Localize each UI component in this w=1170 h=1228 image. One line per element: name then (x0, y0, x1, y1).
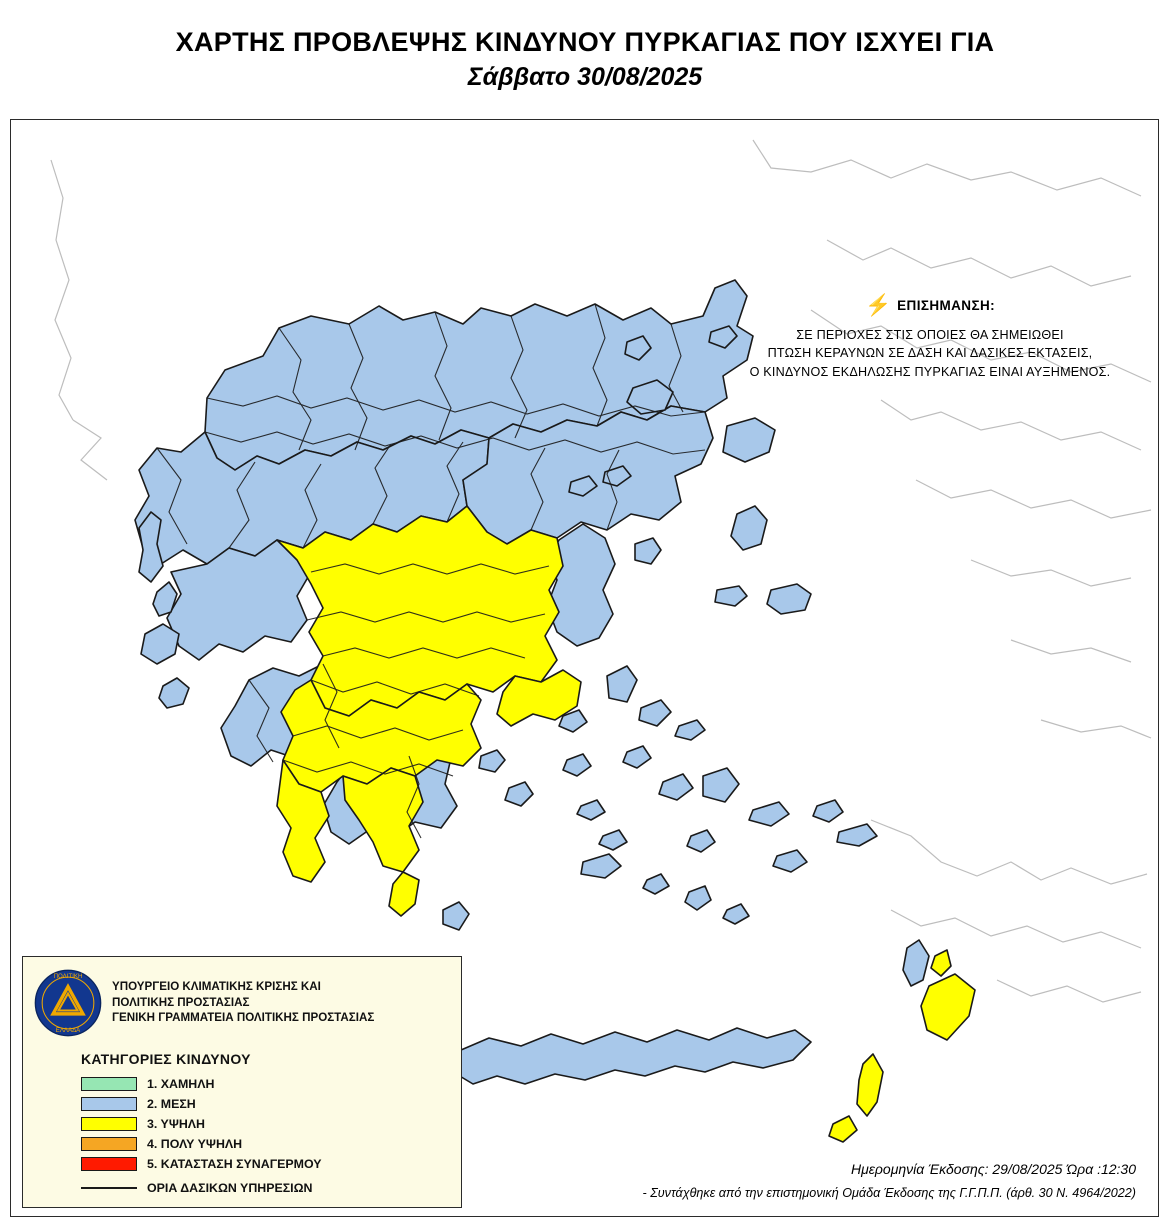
island-tinos (639, 700, 671, 726)
legend-label-high: 3. ΥΨΗΛΗ (147, 1116, 206, 1131)
credit-text: - Συντάχθηκε από την επιστημονική Ομάδα Έκδοσης της Γ.Γ.Π.Π. (άρθ. 30 Ν. 4964/2022) (642, 1186, 1136, 1200)
note-line-3: Ο ΚΙΝΔΥΝΟΣ ΕΚΔΗΛΩΣΗΣ ΠΥΡΚΑΓΙΑΣ ΕΙΝΑΙ ΑΥΞΗΜΕΝΟΣ. (749, 364, 1111, 379)
fire-risk-map (10, 119, 1159, 1217)
island-amorgos (749, 802, 789, 826)
island-kasos-high (829, 1116, 857, 1142)
lightning-bolt-icon: ⚡ (864, 294, 892, 317)
island-milos (581, 854, 621, 878)
legend-swatch-low (81, 1077, 137, 1091)
note-title: ΕΠΙΣΗΜΑΝΣΗ: (897, 298, 995, 313)
region-cape-malea-high (389, 872, 419, 916)
legend-item-alert (81, 1155, 461, 1172)
legend-label-medium: 2. ΜΕΣΗ (147, 1096, 196, 1111)
island-symi-high (931, 950, 951, 976)
page-subtitle-date: Σάββατο 30/08/2025 (467, 62, 703, 91)
island-salamina (479, 750, 505, 772)
island-ios (687, 830, 715, 852)
island-syros (623, 746, 651, 768)
region-west-greece (167, 540, 311, 660)
legend-boundary-label: ΟΡΙΑ ΔΑΣΙΚΩΝ ΥΠΗΡΕΣΙΩΝ (147, 1181, 313, 1195)
warning-note (720, 295, 1140, 381)
island-andros (607, 666, 637, 702)
legend-categories-title: ΚΑΤΗΓΟΡΙΕΣ ΚΙΝΔΥΝΟΥ (81, 1051, 251, 1067)
island-sifnos (599, 830, 627, 850)
island-astypalaia (773, 850, 807, 872)
island-samos (767, 584, 811, 614)
legend-item-low (81, 1075, 461, 1092)
island-kefalonia (141, 624, 179, 664)
legend-org-line-2: ΠΟΛΙΤΙΚΗΣ ΠΡΟΣΤΑΣΙΑΣ (112, 995, 250, 1009)
island-paros (659, 774, 693, 800)
map-footer (643, 1161, 1136, 1200)
page-header (0, 0, 1170, 118)
island-serifos (577, 800, 605, 820)
island-aigina (505, 782, 533, 806)
legend-swatch-very-high (81, 1137, 137, 1151)
legend-org-line-3: ΓΕΝΙΚΗ ΓΡΑΜΜΑΤΕΙΑ ΠΟΛΙΤΙΚΗΣ ΠΡΟΣΤΑΣΙΑΣ (112, 1011, 375, 1025)
legend-label-alert: 5. ΚΑΤΑΣΤΑΣΗ ΣΥΝΑΓΕΡΜΟΥ (147, 1156, 322, 1171)
legend-label-very-high: 4. ΠΟΛΥ ΥΨΗΛΗ (147, 1136, 243, 1151)
legend-item-high (81, 1115, 461, 1132)
legend-item-very-high (81, 1135, 461, 1152)
legend-label-low: 1. ΧΑΜΗΛΗ (147, 1076, 215, 1091)
island-skyros (635, 538, 661, 564)
legend-swatch-medium (81, 1097, 137, 1111)
island-kythnos (563, 754, 591, 776)
legend-swatch-alert (81, 1157, 137, 1171)
civil-protection-logo-icon (34, 969, 102, 1037)
island-lesvos (723, 418, 775, 462)
legend-boundary-line-icon (81, 1187, 137, 1189)
issue-datetime: Ημερομηνία Έκδοσης: 29/08/2025 Ώρα :12:30 (850, 1161, 1136, 1177)
island-chios (731, 506, 767, 550)
legend-org-line-1: ΥΠΟΥΡΓΕΙΟ ΚΛΙΜΑΤΙΚΗΣ ΚΡΙΣΗΣ ΚΑΙ (112, 980, 321, 993)
island-karpathos (903, 940, 929, 986)
island-ikaria (715, 586, 747, 606)
island-mykonos (675, 720, 705, 740)
island-kos (837, 824, 877, 846)
island-naxos (703, 768, 739, 802)
legend-panel (22, 956, 462, 1208)
island-santorini (685, 886, 711, 910)
page-title: ΧΑΡΤΗΣ ΠΡΟΒΛΕΨΗΣ ΚΙΝΔΥΝΟΥ ΠΥΡΚΑΓΙΑΣ ΠΟΥ ΙΣΧΥΕΙ ΓΙΑ (175, 27, 995, 57)
note-line-2: ΠΤΩΣΗ ΚΕΡΑΥΝΩΝ ΣΕ ΔΑΣΗ ΚΑΙ ΔΑΣΙΚΕΣ ΕΚΤΑΣΕΙΣ, (767, 346, 1093, 361)
island-zakynthos (159, 678, 189, 708)
svg-text:ΠΟΛΙΤΙΚΗ: ΠΟΛΙΤΙΚΗ (53, 972, 83, 980)
island-crete (453, 1028, 811, 1084)
note-line-1: ΣΕ ΠΕΡΙΟΧΕΣ ΣΤΙΣ ΟΠΟΙΕΣ ΘΑ ΣΗΜΕΙΩΘΕΙ (796, 328, 1064, 342)
island-anafi (723, 904, 749, 924)
island-kythira (443, 902, 469, 930)
island-rhodes-high (921, 974, 975, 1040)
island-karpathos-high (857, 1054, 883, 1116)
legend-item-boundary (81, 1181, 461, 1195)
legend-item-medium (81, 1095, 461, 1112)
legend-swatch-high (81, 1117, 137, 1131)
island-folegandros (643, 874, 669, 894)
svg-text:ΕΛΛΑΔΑ: ΕΛΛΑΔΑ (55, 1027, 81, 1035)
island-kalymnos (813, 800, 843, 822)
